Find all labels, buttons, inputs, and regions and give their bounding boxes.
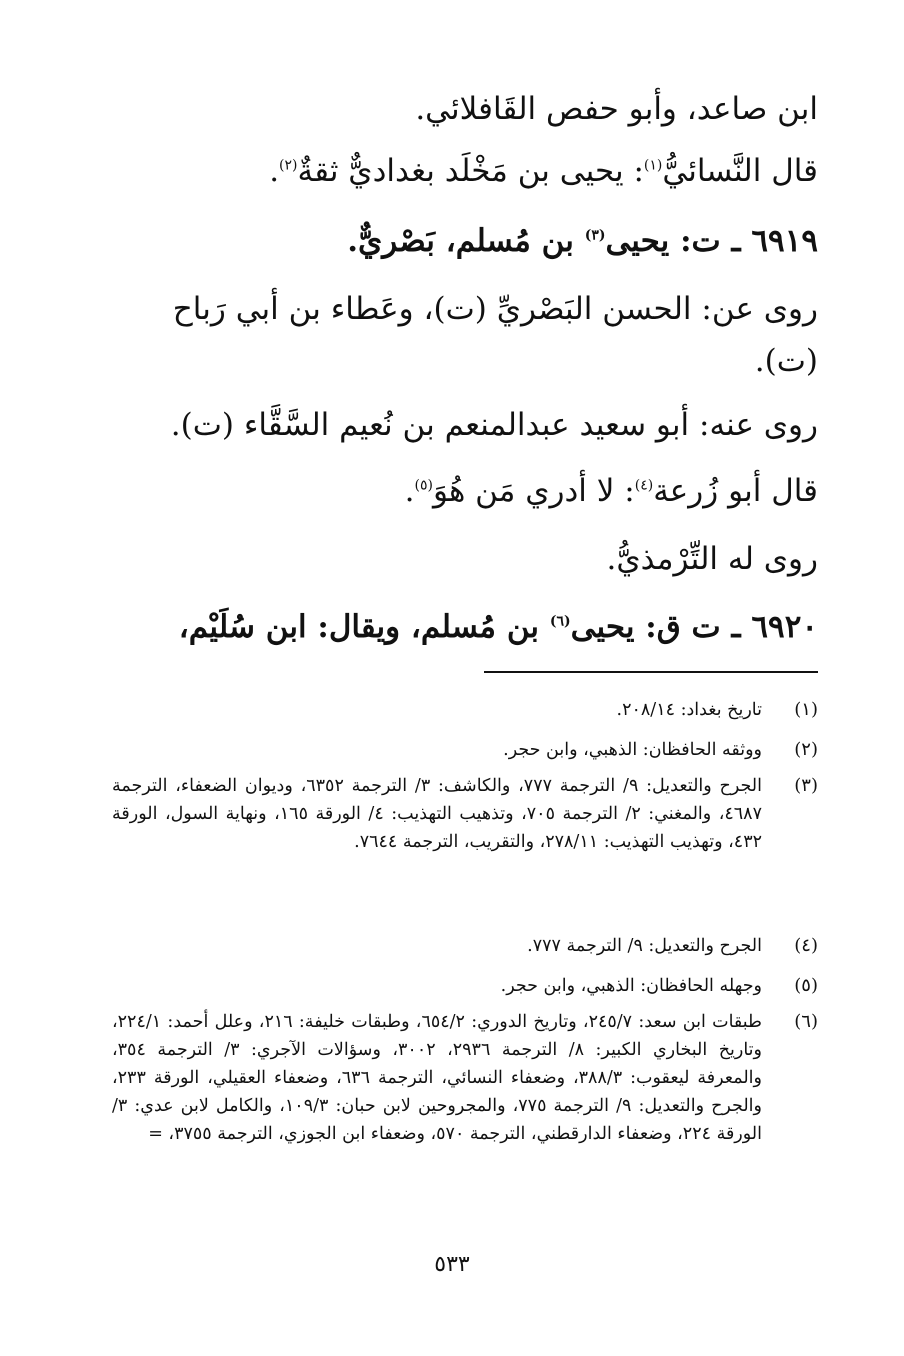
line-text: ٦٩١٩ ـ ت: يحيى <box>605 223 818 259</box>
footnote-2 <box>112 736 818 764</box>
line-text: روى عن: الحسن البَصْريِّ (ت)، وعَطاء بن أبي رَباح <box>172 291 818 327</box>
line-text-end: . <box>404 473 415 509</box>
footnote-ref-3[interactable]: (٣) <box>584 227 606 244</box>
text-line-7 <box>112 470 818 512</box>
footnote-ref-2[interactable]: (٢) <box>279 157 298 174</box>
footnote-number: (٢) <box>794 739 818 760</box>
text-line-5 <box>112 340 818 382</box>
footnote-ref-4[interactable]: (٤) <box>634 477 654 494</box>
page-number: ٥٣٣ <box>434 1252 470 1277</box>
footnote-ref-1[interactable]: (١) <box>643 157 663 174</box>
text-line-6 <box>112 404 818 446</box>
footnote-text: الجرح والتعديل: ٩/ الترجمة ٧٧٧، والكاشف: ٣/ الترجمة ٦٣٥٢، وديوان الضعفاء، الترجمة ٤٦٨٧، والمغني: ٢/ الترجمة ٧٠٥، وتذهيب التهذيب: ٤/ الورقة ١٦٥، ونهاية السول، الورقة ٤٣٢، وتهذيب التهذيب: ٢٧٨/١١، والتقريب، الترجمة ٧٦٤٤. <box>112 776 762 852</box>
line-text-cont: بن مُسلم، ويقال: ابن سُلَيْم، <box>178 609 550 645</box>
line-text-end: . <box>269 153 280 189</box>
footnote-ref-6[interactable]: (٦) <box>549 613 571 630</box>
line-text: روى له التِّرْمذيُّ. <box>606 541 818 577</box>
footnote-5 <box>112 972 818 1000</box>
footnote-separator <box>484 671 818 673</box>
entry-heading-6919 <box>112 220 818 262</box>
text-line-8 <box>112 538 818 580</box>
footnote-1 <box>112 696 818 724</box>
footnote-number: (٣) <box>794 775 818 796</box>
footnote-text: الجرح والتعديل: ٩/ الترجمة ٧٧٧. <box>527 936 762 956</box>
line-text: (ت). <box>754 343 818 379</box>
footnote-text: وجهله الحافظان: الذهبي، وابن حجر. <box>500 976 762 996</box>
footnote-text: ووثقه الحافظان: الذهبي، وابن حجر. <box>503 740 762 760</box>
footnote-number: (١) <box>794 699 818 720</box>
footnote-3 <box>112 772 818 856</box>
footnote-number: (٦) <box>794 1011 818 1032</box>
line-text-cont: : لا أدري مَن هُوَ <box>432 473 635 509</box>
line-text: ٦٩٢٠ ـ ت ق: يحيى <box>570 609 818 645</box>
line-text: قال أبو زُرعة <box>653 473 818 509</box>
line-text-cont: : يحيى بن مَخْلَد بغداديٌّ ثقةٌ <box>297 153 644 189</box>
footnote-number: (٥) <box>794 975 818 996</box>
entry-heading-6920 <box>112 606 818 648</box>
footnote-4 <box>112 932 818 960</box>
line-text: روى عنه: أبو سعيد عبدالمنعم بن نُعيم السَّقَّاء (ت). <box>170 407 818 443</box>
line-text-cont: بن مُسلم، بَصْريٌّ. <box>347 223 585 259</box>
text-line-4 <box>112 288 818 330</box>
footnote-number: (٤) <box>794 935 818 956</box>
line-text: ابن صاعد، وأبو حفص القَافلائي. <box>415 91 818 127</box>
footnote-text: طبقات ابن سعد: ٢٤٥/٧، وتاريخ الدوري: ٦٥٤/٢، وطبقات خليفة: ٢١٦، وعلل أحمد: ٢٢٤/١، وتاريخ البخاري الكبير: ٨/ الترجمة ٢٩٣٦، ٣٠٠٢، وسؤالات الآجري: ٣/ الترجمة ٣٥٤، والمعرفة ليعقوب: ٣٨٨/٣، وضعفاء النسائي، الترجمة ٦٣٦، وضعفاء العقيلي، الورقة ٢٣٣، والجرح والتعديل: ٩/ الترجمة ٧٧٥، والمجروحين لابن حبان: ١٠٩/٣، والكامل لابن عدي: ٣/الورقة ٢٢٤، وضعفاء الدارقطني، الترجمة ٥٧٠، وضعفاء ابن الجوزي، الترجمة ٣٧٥٥، = <box>112 1012 762 1144</box>
text-line-2 <box>112 150 818 192</box>
footnote-text: تاريخ بغداد: ٢٠٨/١٤. <box>616 700 762 720</box>
footnote-ref-5[interactable]: (٥) <box>414 477 433 494</box>
line-text: قال النَّسائيُّ <box>662 153 818 189</box>
text-line-1 <box>112 88 818 130</box>
footnote-6 <box>112 1008 818 1148</box>
